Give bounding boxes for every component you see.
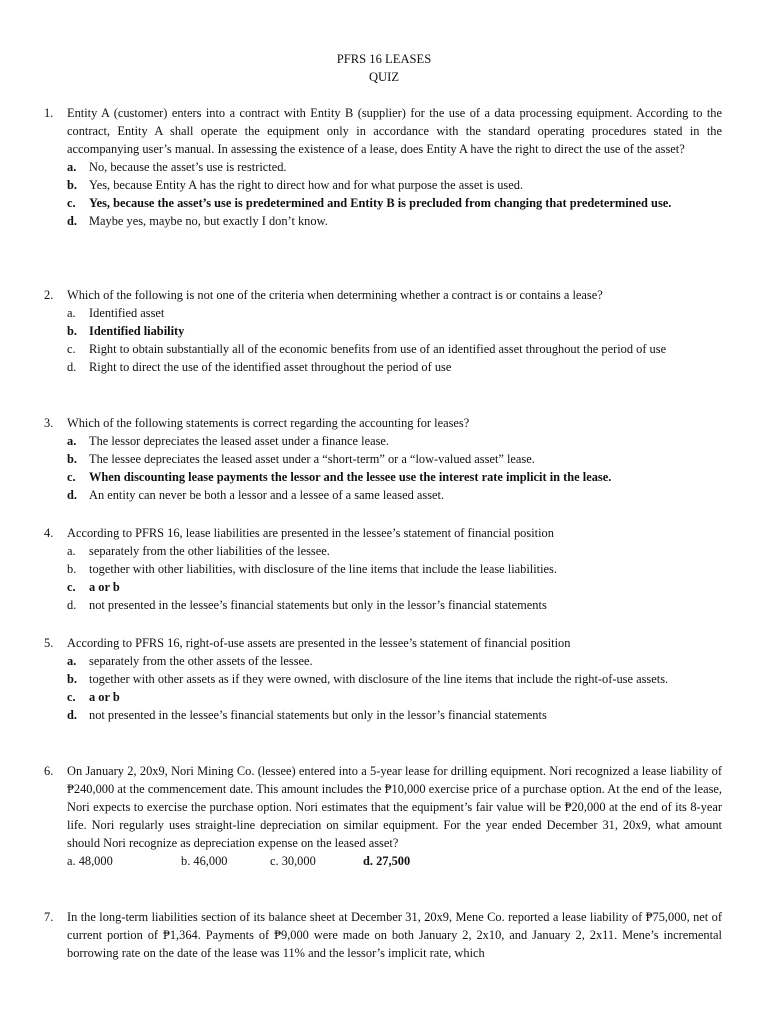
option-a: a. Identified asset xyxy=(67,306,165,320)
option-d: d. not presented in the lessee’s financial statements but only in the lessor’s financial statements xyxy=(67,708,547,722)
question-text: According to PFRS 16, lease liabilities are presented in the lessee’s statement of financial position xyxy=(67,526,554,540)
option-b: b. Yes, because Entity A has the right to direct how and for what purpose the asset is used. xyxy=(67,178,524,192)
question-text: In the long-term liabilities section of its balance sheet at December 31, 20x9, Mene Co. reported a lease liability of ₱75,000, net of current portion of ₱1,364. Payments of ₱9,000 were made on both January 2, 2x10, and January 2, 2x11. Mene’s incremental borrowing rate on the date of the lease was 11% and the lessor’s implicit rate, which xyxy=(67,910,722,960)
option-b: b. The lessee depreciates the leased asset under a “short-term” or a “low-valued asset” lease. xyxy=(67,452,535,466)
question-3 xyxy=(44,414,722,504)
title-line-2: QUIZ xyxy=(368,70,400,84)
question-6 xyxy=(44,762,722,870)
question-text: On January 2, 20x9, Nori Mining Co. (lessee) entered into a 5-year lease for drilling equipment. Nori recognized a lease liability of ₱240,000 at the commencement date. This amount includes the ₱10,000 exercise price of a purchase option. At the end of the lease, Nori expects to exercise the purchase option. Nori estimates that the equipment’s fair value will be ₱20,000 at the end of its 8-year life. Nori regularly uses straight-line depreciation on similar equipment. For the year ended December 31, 20x9, what amount should Nori recognize as depreciation expense on the leased asset? xyxy=(67,764,722,850)
option-b: b. together with other assets as if they were owned, with disclosure of the line items that include the right-of-use assets. xyxy=(67,672,669,686)
option-b-answer: b. Identified liability xyxy=(67,324,185,338)
title-line-1: PFRS 16 LEASES xyxy=(336,52,432,66)
question-number: 4. xyxy=(44,526,54,540)
question-number: 5. xyxy=(44,636,54,650)
question-number: 3. xyxy=(44,416,54,430)
question-text: Which of the following is not one of the criteria when determining whether a contract is or contains a lease? xyxy=(67,288,603,302)
question-number: 6. xyxy=(44,764,54,778)
option-a: a. No, because the asset’s use is restricted. xyxy=(67,160,287,174)
option-c-answer: c. When discounting lease payments the lessor and the lessee use the interest rate implicit in the lease. xyxy=(67,470,612,484)
answer-choices xyxy=(67,852,722,870)
option-c: c. Right to obtain substantially all of the economic benefits from use of an identified asset throughout the period of use xyxy=(67,342,667,356)
question-5 xyxy=(44,634,722,724)
choice-d-answer: d. 27,500 xyxy=(363,854,411,868)
question-7 xyxy=(44,908,722,962)
option-c-answer: c. a or b xyxy=(67,580,120,594)
choice-b: b. 46,000 xyxy=(181,854,228,868)
option-c-answer: c. Yes, because the asset’s use is predetermined and Entity B is precluded from changing that predetermined use. xyxy=(67,196,672,210)
question-2 xyxy=(44,286,722,376)
option-a: a. separately from the other assets of the lessee. xyxy=(67,654,313,668)
option-d: d. Right to direct the use of the identified asset throughout the period of use xyxy=(67,360,452,374)
choice-a: a. 48,000 xyxy=(67,854,113,868)
option-a: a. separately from the other liabilities of the lessee. xyxy=(67,544,330,558)
choice-c: c. 30,000 xyxy=(270,854,316,868)
question-number: 7. xyxy=(44,910,54,924)
question-text: Entity A (customer) enters into a contract with Entity B (supplier) for the use of a data processing equipment. According to the contract, Entity A shall operate the equipment only in accordance with the standard operating procedures stated in the accompanying user’s manual. In assessing the existence of a lease, does Entity A have the right to direct the use of the asset? xyxy=(67,106,722,156)
question-text: According to PFRS 16, right-of-use assets are presented in the lessee’s statement of financial position xyxy=(67,636,571,650)
question-number: 1. xyxy=(44,106,54,120)
question-text: Which of the following statements is correct regarding the accounting for leases? xyxy=(67,416,470,430)
option-d: d. not presented in the lessee’s financial statements but only in the lessor’s financial statements xyxy=(67,598,547,612)
option-d: d. An entity can never be both a lessor and a lessee of a same leased asset. xyxy=(67,488,445,502)
option-b: b. together with other liabilities, with disclosure of the line items that include the lease liabilities. xyxy=(67,562,557,576)
option-d: d. Maybe yes, maybe no, but exactly I don’t know. xyxy=(67,214,328,228)
option-c-answer: c. a or b xyxy=(67,690,120,704)
document-title xyxy=(0,50,768,86)
question-1 xyxy=(44,104,722,230)
question-number: 2. xyxy=(44,288,54,302)
question-4 xyxy=(44,524,722,614)
option-a: a. The lessor depreciates the leased asset under a finance lease. xyxy=(67,434,389,448)
